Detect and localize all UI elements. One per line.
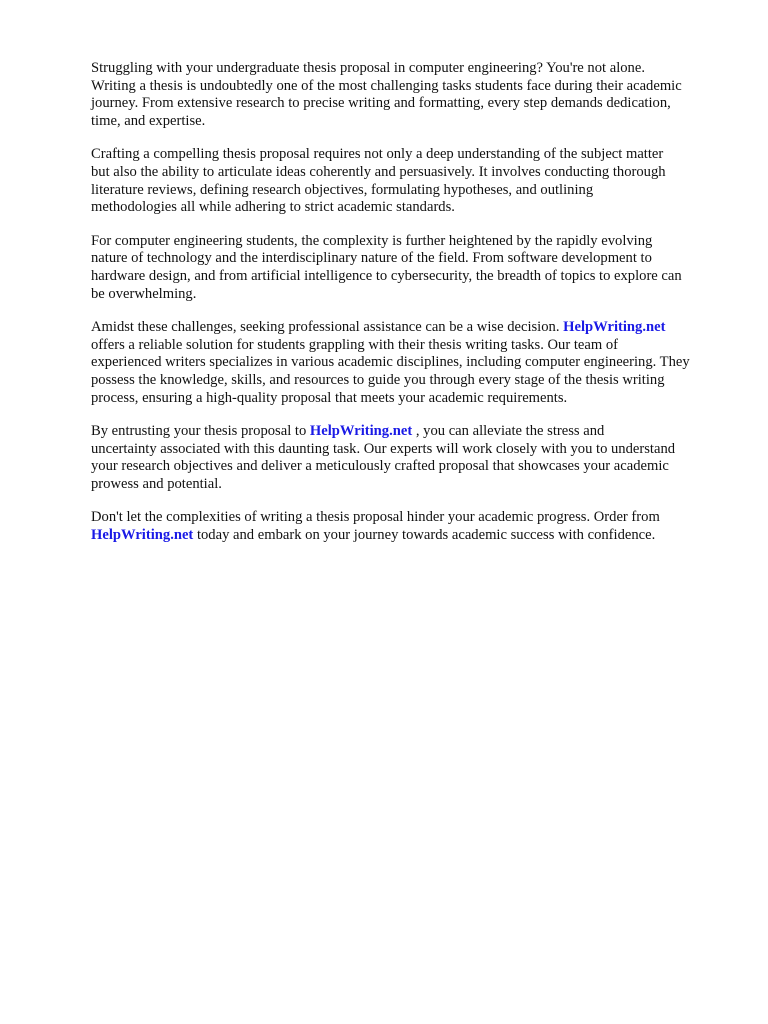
- paragraph-order-text-start: Don't let the complexities of writing a thesis proposal hinder your academic progress. Order from: [91, 509, 660, 526]
- paragraph-assistance-text-start: Amidst these challenges, seeking professional assistance can be a wise decision.: [91, 319, 564, 336]
- document-body: [91, 60, 736, 561]
- paragraph-intro: [91, 60, 736, 130]
- paragraph-entrusting-text-end: , you can alleviate the stress and uncertainty associated with this daunting task. Our experts will work closely with you to understand your research objectives and deliver a meticulously crafted proposal that showcases your academic prowess and potential.: [91, 423, 676, 492]
- paragraph-crafting-text: Crafting a compelling thesis proposal requires not only a deep understanding of the subject matter but also the ability to articulate ideas coherently and persuasively. It involves conducting thorough literature reviews, defining research objectives, formulating hypotheses, and outlining methodologies all while adhering to strict academic standards.: [91, 146, 666, 216]
- paragraph-entrusting-text-start: By entrusting your thesis proposal to: [91, 423, 310, 440]
- paragraph-intro-text: Struggling with your undergraduate thesis proposal in computer engineering? You're not alone. Writing a thesis is undoubtedly one of the most challenging tasks students face during their academic journey. From extensive research to precise writing and formatting, every step demands dedication, time, and expertise.: [91, 60, 682, 129]
- paragraph-crafting: [91, 146, 736, 216]
- paragraph-order-text-end: today and embark on your journey towards academic success with confidence.: [193, 527, 656, 544]
- paragraph-complexity: [91, 233, 736, 303]
- paragraph-entrusting: [91, 423, 736, 493]
- helpwriting-link[interactable]: HelpWriting.net: [563, 319, 666, 336]
- helpwriting-link[interactable]: HelpWriting.net: [91, 527, 194, 544]
- paragraph-assistance-text-end: offers a reliable solution for students grappling with their thesis writing tasks. Our team of experienced writers specializes in various academic disciplines, including computer engineering. They possess the knowledge, skills, and resources to guide you through every stage of the thesis writing process, ensuring a high-quality proposal that meets your academic requirements.: [91, 336, 690, 406]
- paragraph-assistance: [91, 319, 736, 407]
- paragraph-order: [91, 509, 736, 544]
- helpwriting-link[interactable]: HelpWriting.net: [309, 423, 413, 440]
- paragraph-complexity-text: For computer engineering students, the complexity is further heightened by the rapidly evolving nature of technology and the interdisciplinary nature of the field. From software development to hardware design, and from artificial intelligence to cybersecurity, the breadth of topics to explore can be overwhelming.: [91, 232, 682, 302]
